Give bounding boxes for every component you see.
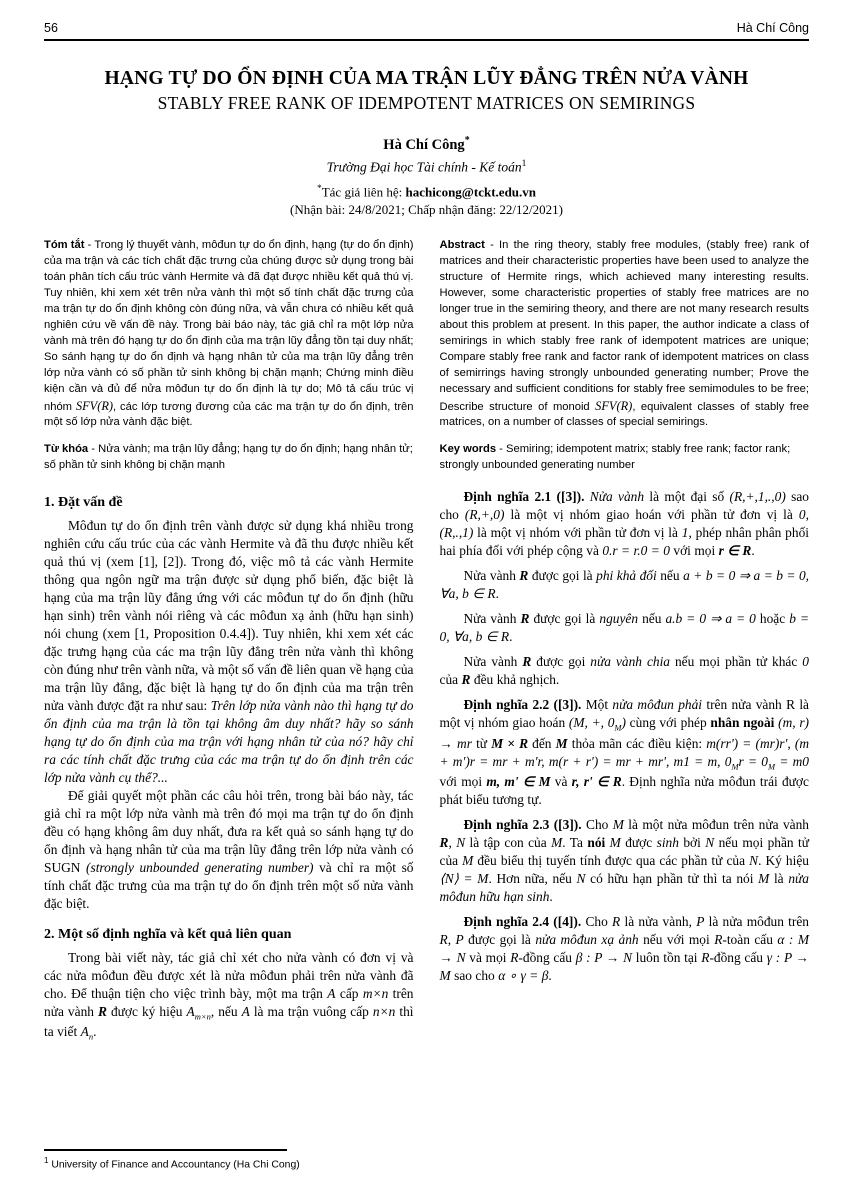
def24-math-5: R <box>714 931 723 947</box>
definition-2-2-label: Định nghĩa 2.2 ([3]). <box>463 697 582 713</box>
abstract-row <box>44 238 809 474</box>
def22-g: thỏa mãn các điều kiện: <box>567 735 707 751</box>
s1-p2-text-b: và chỉ ra một số tính chất đặc trưng của ma trận tự do ổn định trên một số nửa vành đặc biệt. <box>44 860 414 912</box>
def22-math-1-end: ) <box>621 715 626 731</box>
s2-p1-semiring-R: R <box>98 1003 107 1019</box>
def23-e: . Ta <box>562 834 588 850</box>
s2-p1-text-f: là ma trận vuông cấp <box>249 1003 373 1019</box>
property-division-semiring <box>440 653 810 689</box>
def23-math-4: M <box>551 834 563 850</box>
s1-p1-italic-questions: Trên lớp nửa vành nào thì hạng tự do ổn định của ma trận là tồn tại không âm duy nhất? hãy so sánh hạng tự do ổn định của ma trận với hạng nhân tử của nó? hãy chỉ ra các tính chất đặc trưng của các ma trận tự do ổn định trên các lớp nửa vành cụ thể?... <box>44 697 414 786</box>
def22-c: cùng với phép <box>625 715 711 731</box>
def22-j: . Định nghĩa nửa môđun trái được phát biểu tương tự. <box>439 773 809 807</box>
corresponding-author-line <box>44 184 809 200</box>
footnote <box>44 1149 416 1172</box>
def22-math-5: m(rr') = (mr)r', (m + m')r = mr + m'r, m(r + r') = mr + mr', m1 = m, 0 <box>439 735 809 769</box>
prop2-math-2: b = 0, ∀a, b ∈ R <box>439 611 810 645</box>
s2-p1-text-g: thì ta viết <box>44 1003 414 1040</box>
s2-p1-text-h: . <box>93 1024 97 1040</box>
property-entire <box>440 610 810 646</box>
page-title-english: STABLY FREE RANK OF IDEMPOTENT MATRICES ON SEMIRINGS <box>157 92 696 113</box>
def23-term-2: nửa môđun hữu hạn sinh <box>439 870 810 904</box>
footnote-marker: 1 <box>44 1156 49 1166</box>
def21-h: với mọi <box>669 543 719 559</box>
column-left <box>44 488 414 1043</box>
s2-p1-notation-Amn-subscript: m×n <box>194 1011 211 1022</box>
s1-p1-text: Môđun tự do ổn định trên vành được sử dụng khá nhiều trong nghiên cứu cấu trúc của các vành Hermite và đã thu được nhiều kết quả thú vị (xem [1], [2]). Trong đó, việc mô tả các vành Hermite thông qua ngôn ngữ ma trận được sử dụng phổ biến, đặc biệt là hạng của ma trận lũy đẳng ứng với các môđun tự do ổn định (hữu hạn sinh) trên vành nói riêng và các môđun xạ ảnh (hữu hạn sinh) nói chung (xem [1, Proposition 0.4.4]). Tuy nhiên, khi xem xét các đặc trưng hạng của các ma trận lũy đẳng trên nửa vành thì không còn đúng như trên vành nữa, và một số vấn đề liên quan về hạng của ma trận lũy đẳng, đặc biệt là hạng tự do ổn định của ma trận trên nửa vành được đặt ra như sau: <box>44 517 414 713</box>
abstract-vi-dash: - <box>84 239 95 252</box>
affiliation-text: Trường Đại học Tài chính - Kế toán <box>326 159 522 175</box>
def22-math-5-b: r = 0 <box>738 753 768 769</box>
def22-math-4: M <box>555 735 568 751</box>
def23-j: đều biểu thị tuyến tính được qua các phần tử của <box>473 852 750 868</box>
keywords-english <box>440 442 810 474</box>
s2-p1-matrix-A2: A <box>241 1003 250 1019</box>
def23-c: , <box>448 834 457 850</box>
s2-p1-notation-An-subscript: n <box>88 1031 94 1042</box>
s2-p1-order-nn: n×n <box>372 1003 396 1019</box>
def24-math-1: R <box>612 913 621 929</box>
definition-2-1-label: Định nghĩa 2.1 ([3]). <box>463 489 585 505</box>
keywords-vi-dash: - <box>88 443 99 456</box>
def24-h: và mọi <box>465 949 511 965</box>
def23-k: . Ký hiệu <box>758 852 809 868</box>
spacer <box>440 809 810 816</box>
running-head <box>44 22 809 39</box>
spacer <box>44 913 414 920</box>
def21-math-2: (R,+,0) <box>464 507 505 523</box>
abstract-vi-label: Tóm tắt <box>44 239 85 252</box>
keywords-vietnamese <box>44 442 414 474</box>
corresponding-marker: * <box>316 184 322 195</box>
prop2-b: được gọi là <box>529 611 600 627</box>
page-title-vietnamese: HẠNG TỰ DO ỔN ĐỊNH CỦA MA TRẬN LŨY ĐẲNG TRÊN NỬA VÀNH <box>104 67 749 89</box>
def24-math-7: R <box>510 949 519 965</box>
spacer <box>440 603 810 610</box>
def23-term-1: sinh <box>656 834 679 850</box>
running-head-author: Hà Chí Công <box>736 21 809 35</box>
def22-math-5-sub-2: M <box>767 761 776 772</box>
section-1-paragraph-2 <box>44 787 414 913</box>
author-affiliation <box>44 159 809 176</box>
prop3-a: Nửa vành <box>463 654 523 670</box>
def24-math-6: α : M → N <box>439 931 810 965</box>
abstract-en-label: Abstract <box>439 239 485 252</box>
keywords-vi-label: Từ khóa <box>44 443 89 456</box>
def24-math-9: R <box>701 949 710 965</box>
def22-math-5-sub-1: M <box>731 761 739 772</box>
def24-k: -đồng cấu <box>709 949 767 965</box>
def22-math-1-subscript: M <box>614 723 622 734</box>
section-2-heading: 2. Một số định nghĩa và kết quả liên quan <box>44 927 292 943</box>
def22-math-6: m, m' ∈ M <box>486 773 551 789</box>
definition-2-4-label: Định nghĩa 2.4 ([4]). <box>463 913 582 929</box>
keywords-en-dash: - <box>496 443 507 456</box>
def22-h: với mọi <box>439 773 487 789</box>
def23-m: có hữu hạn phần tử thì ta nói <box>585 870 759 886</box>
def24-a: Cho <box>581 913 613 929</box>
def24-i: -đồng cấu <box>518 949 576 965</box>
s1-p2-italic-sugn: (strongly unbounded generating number) <box>86 860 314 876</box>
def23-n: là <box>769 870 789 886</box>
def24-math-2: P <box>696 913 705 929</box>
def23-a: Cho <box>581 816 613 832</box>
def23-math-8: N <box>749 852 759 868</box>
prop3-b: được gọi <box>531 654 591 670</box>
prop2-a: Nửa vành <box>463 611 521 627</box>
s2-p1-order-mn: m×n <box>362 985 389 1001</box>
def24-math-3: R <box>439 931 448 947</box>
corresponding-label: Tác giả liên hệ: <box>321 184 406 200</box>
prop3-term: nửa vành chia <box>590 654 670 670</box>
column-right <box>440 488 810 1043</box>
abstract-en-body <box>440 238 810 431</box>
def21-i: . <box>751 543 755 559</box>
keywords-vi-text: Nửa vành; ma trận lũy đẳng; hạng tự do ổn định; hạng nhân tử; số phần tử sinh không bị chặn mạnh <box>44 443 413 472</box>
def22-math-3: M × R <box>491 735 529 751</box>
prop2-math-1: a.b = 0 ⇒ a = 0 <box>665 611 756 627</box>
def23-i: nếu mọi phần tử của <box>439 834 809 868</box>
section-1-paragraph-1 <box>44 517 414 787</box>
footnote-rule <box>44 1149 287 1151</box>
def23-g: được <box>620 834 657 850</box>
def23-math-10: N <box>576 870 586 886</box>
def24-b: là nửa vành, <box>620 913 697 929</box>
prop1-R: R <box>519 568 529 584</box>
def21-math-4: (R,.,1) <box>439 525 474 541</box>
def21-c: sao cho <box>439 489 809 523</box>
prop1-d: . <box>495 586 499 602</box>
def21-f: là một vị nhóm với phần tử đơn vị là <box>473 525 682 541</box>
spacer <box>440 646 810 653</box>
def24-g: -toàn cấu <box>722 931 778 947</box>
abstract-vi-body <box>44 238 414 431</box>
def22-math-2: (m, r) → mr <box>439 715 809 751</box>
header-rule <box>44 39 809 41</box>
s2-p1-text-e: , nếu <box>210 1003 242 1019</box>
prop2-e: . <box>509 629 513 645</box>
prop1-b: được gọi là <box>528 568 597 584</box>
s1-p2-text-a: Để giải quyết một phần các câu hỏi trên, trong bài báo này, tác giả chỉ ra một lớp nửa vành mà trên đó mọi ma trận tự do ổn định đều có hạng không âm duy nhất, đưa ra kết quả so sánh hạng tự do ổn định và hạng nhân tử của ma trận lũy đẳng trên lớp nửa vành có SUGN <box>44 788 414 876</box>
prop3-c: nếu mọi phần tử khác <box>670 654 803 670</box>
def23-l: . Hơn nữa, nếu <box>488 870 577 886</box>
def23-math-7: M <box>462 852 474 868</box>
def21-e: , <box>805 507 809 523</box>
spacer <box>440 906 810 913</box>
abstract-vi-math: SFV(R) <box>75 398 114 413</box>
author-name <box>44 135 809 154</box>
abstract-vi-text-1: Trong lý thuyết vành, môđun tự do ổn định, hạng (tự do ổn định) của ma trận và các tích chất đặc trưng của chúng được sử dụng trong bài toán phân tích cấu trúc vành Hermite và đã đạt được nhiều kết quả thú vị. Tuy nhiên, khi xem xét trên nửa vành thì một số tính chất đặc trưng của ma trận tự do ổn định không còn đúng nữa, và vẫn chưa có nhiều kết quả nghiên cứu về vấn đề này. Trong bài báo này, tác giả chỉ ra một lớp nửa vành mà trên đó hạng tự do ổn định của ma trận lũy đẳng tồn tại duy nhất; So sánh hạng tự do ổn định và hạng nhân tử của ma trận lũy đẳng trên lớp nửa vành có số phần tử sinh không bị chặn mạnh; Chứng minh điều kiện cần và đủ để nửa môđun tự do ổn định là tự do; Mô tả cấu trúc vị nhóm <box>44 239 414 413</box>
s2-p1-text-b: cấp <box>335 985 363 1001</box>
def22-i: và <box>550 773 572 789</box>
s2-p1-matrix-A: A <box>327 985 336 1001</box>
submission-dates: (Nhận bài: 24/8/2021; Chấp nhận đăng: 22/12/2021) <box>290 202 563 218</box>
def24-f: nếu với mọi <box>638 931 715 947</box>
abstract-en-dash: - <box>484 239 500 252</box>
s2-p1-notation-An: A <box>80 1024 89 1040</box>
def23-h: bởi <box>678 834 706 850</box>
def23-math-2: R <box>439 834 449 850</box>
def24-math-11: α ∘ γ = β <box>498 968 549 984</box>
def24-j: luôn tồn tại <box>632 949 702 965</box>
prop2-d: hoặc <box>755 611 790 627</box>
section-1-heading: 1. Đặt vấn đề <box>44 495 123 511</box>
abstract-vietnamese <box>44 238 414 474</box>
def24-math-8: β : P → N <box>575 949 633 965</box>
keywords-en-label: Key words <box>439 443 497 456</box>
def23-bold-1: nói <box>587 834 606 850</box>
page-number: 56 <box>44 21 58 35</box>
prop3-R2: R <box>461 672 471 688</box>
def23-math-1: M <box>612 816 624 832</box>
def23-math-6: N <box>705 834 715 850</box>
def23-math-3: N <box>456 834 466 850</box>
definition-2-3-label: Định nghĩa 2.3 ([3]). <box>463 816 582 832</box>
abstract-en-text-1: In the ring theory, stably free modules, (stably free) rank of matrices and their characteristic properties have been used to analyze the structure of Hermite rings, which achieved many interesting results. However, some characteristic properties of stably free matrices are no longer true in the semiring theory, and there are not many research results about this problem at present. In this paper, the author indicate a class of semirings in which stably free rank of idempotent matrices are unique; Compare stably free rank and factor rank of idempotent matrices on class of semirrings having strongly unbounded generating number; Prove the necessary and sufficient conditions for stably free semimodules to be free; Describe structure of monoid <box>439 239 809 413</box>
s2-p1-text-a: Trong bài viết này, tác giả chỉ xét cho nửa vành có đơn vị và các nửa môđun đều được xét là nửa môđun phải trên nửa vành đã cho. Để thuận tiện cho việc trình bày, một ma trận <box>44 949 414 1001</box>
prop1-c: nếu <box>656 568 684 584</box>
body-columns <box>44 488 809 1043</box>
def21-math-5: 1 <box>681 525 689 541</box>
s2-p1-text-d: được ký hiệu <box>106 1003 187 1019</box>
def22-a: Một <box>581 697 613 713</box>
prop3-zero: 0 <box>802 654 809 670</box>
def22-math-5-c: = m0 <box>775 753 809 769</box>
abstract-vi-text-2: , các lớp tương đương của các ma trận tự do ổn định, trên một số lớp nửa vành đặc biệt. <box>44 400 414 429</box>
def24-m: . <box>548 968 552 984</box>
definition-2-1 <box>440 488 810 560</box>
definition-2-3 <box>440 816 810 906</box>
def24-d: , <box>447 931 456 947</box>
def21-d: là một vị nhóm giao hoán với phần tử đơn vị là <box>504 507 799 523</box>
prop3-R: R <box>522 654 532 670</box>
author-name-marker: * <box>464 134 470 146</box>
def23-b: là một nửa môđun trên nửa vành <box>623 816 810 832</box>
def22-b: trên nửa vành R là một vị nhóm giao hoán <box>439 697 810 731</box>
spacer <box>440 560 810 567</box>
def21-math-3: 0 <box>798 507 806 523</box>
footnote-text <box>44 1156 416 1172</box>
def22-math-7: r, r' ∈ R <box>571 773 622 789</box>
def24-math-10: γ : P → M <box>439 949 810 984</box>
corresponding-email: hachicong@tckt.edu.vn <box>405 184 537 200</box>
def22-math-1: (M, +, 0 <box>568 715 615 731</box>
def21-b: là một đại số <box>644 489 730 505</box>
def23-math-5: M <box>609 834 621 850</box>
prop2-c: nếu <box>638 611 666 627</box>
def24-l: sao cho <box>450 968 499 984</box>
def23-d: là tập con của <box>465 834 552 850</box>
def21-math-1: (R,+,1,.,0) <box>729 489 786 505</box>
def21-term: Nửa vành <box>589 489 645 505</box>
prop3-d: của <box>439 672 462 688</box>
def21-g: , phép nhân phân phối hai phía đối với phép cộng và <box>439 525 809 559</box>
prop1-math: a + b = 0 ⇒ a = b = 0, ∀a, b ∈ R <box>439 568 810 602</box>
def22-term-1: nửa môđun phải <box>612 697 703 713</box>
section-2-paragraph-1 <box>44 949 414 1043</box>
prop1-term: phi khả đối <box>596 568 657 584</box>
spacer <box>440 689 810 696</box>
def23-math-9: ⟨N⟩ = M <box>439 870 489 886</box>
def24-math-4: P <box>455 931 464 947</box>
def24-c: là nửa môđun trên <box>704 913 809 929</box>
abstract-en-math: SFV(R) <box>595 398 633 413</box>
s2-p1-text-c: trên nửa vành <box>44 985 414 1019</box>
def22-e: từ <box>471 735 492 751</box>
def21-math-7: r ∈ R <box>718 543 752 559</box>
prop1-a: Nửa vành <box>463 568 520 584</box>
def21-math-6: 0.r = r.0 = 0 <box>602 543 670 559</box>
def24-term-1: nửa môđun xạ ảnh <box>535 931 639 947</box>
def22-f: đến <box>528 735 556 751</box>
keywords-en-text: Semiring; idempotent matrix; stably free rank; factor rank; strongly unbounded generating number <box>439 443 791 472</box>
affiliation-marker: 1 <box>521 158 527 169</box>
def24-e: được gọi là <box>463 931 536 947</box>
prop3-e: đều khả nghịch. <box>470 672 560 688</box>
footnote-body: University of Finance and Accountancy (Ha Chi Cong) <box>51 1159 300 1171</box>
definition-2-4 <box>440 913 810 985</box>
def22-bold-1: nhân ngoài <box>710 715 775 731</box>
prop2-term: nguyên <box>599 611 639 627</box>
property-noncancellative <box>440 567 810 603</box>
author-name-text: Hà Chí Công <box>383 136 465 153</box>
s2-p1-notation-Amn: A <box>186 1003 195 1019</box>
definition-2-2 <box>440 696 810 808</box>
abstract-english <box>440 238 810 474</box>
abstract-en-text-2: , equivalent classes of stably free matrices, on a number of classes of special semirings. <box>439 400 810 429</box>
prop2-R: R <box>520 611 530 627</box>
def23-math-11: M <box>758 870 770 886</box>
def23-o: . <box>549 888 553 904</box>
